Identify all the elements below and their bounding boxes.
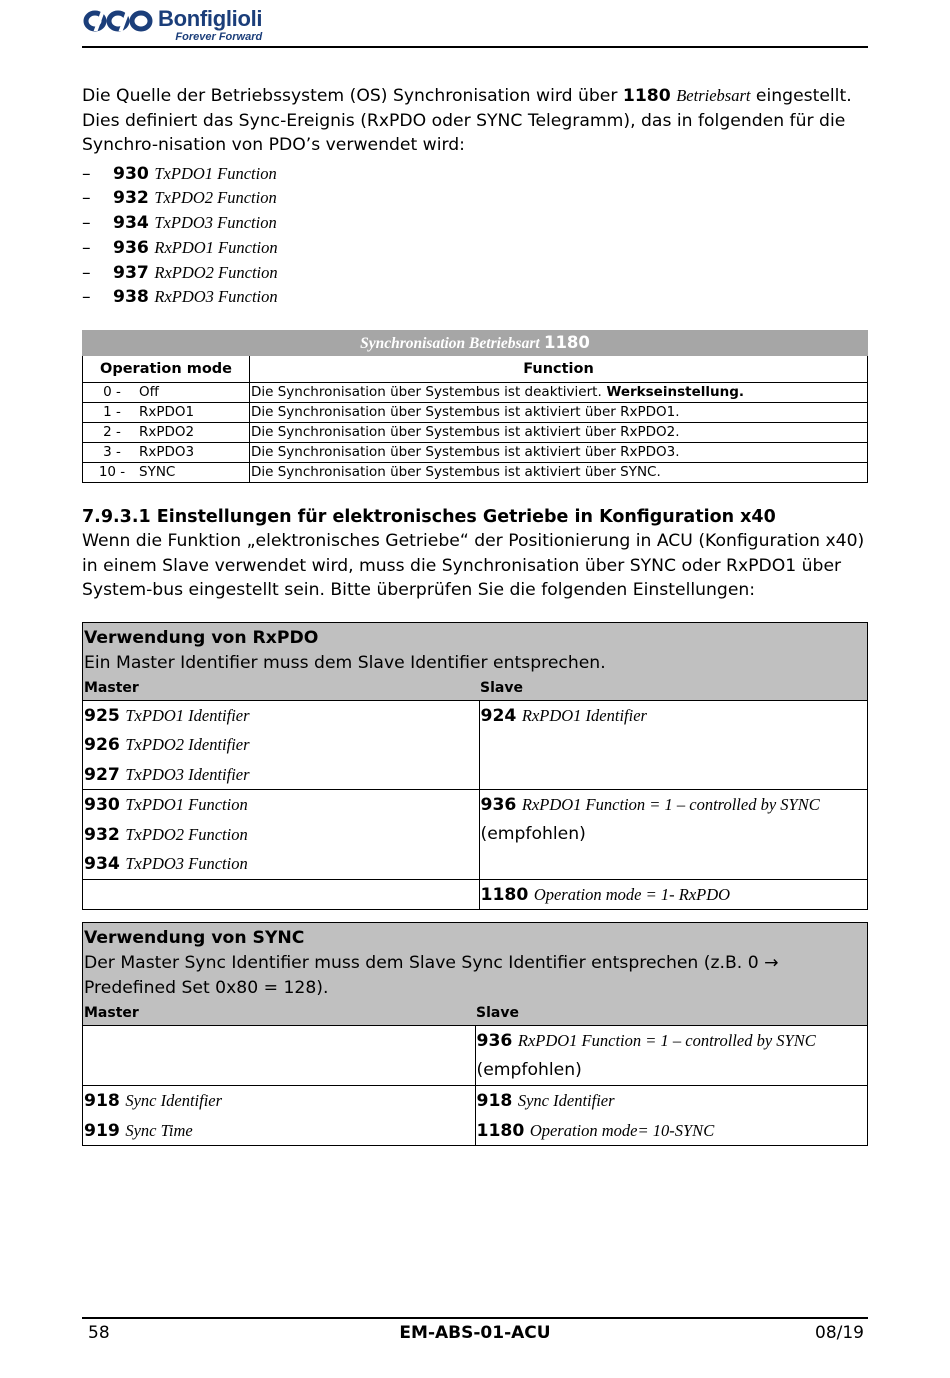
rxpdo-table <box>82 622 868 911</box>
bonfiglioli-logo <box>82 8 262 43</box>
list-item: – 930 TxPDO1 Function <box>82 163 277 184</box>
brand-name: Bonfiglioli <box>158 6 263 31</box>
list-item: – 934 TxPDO3 Function <box>82 213 277 234</box>
table-row: 2 - RxPDO2 Die Synchronisation über Systembus ist aktiviert über RxPDO2. <box>83 423 868 443</box>
brand-tagline: Forever Forward <box>175 31 263 43</box>
column-header-operation-mode: Operation mode <box>83 356 250 383</box>
document-id: EM-ABS-01-ACU <box>399 1323 551 1343</box>
table-row: 1 - RxPDO1 Die Synchronisation über Systembus ist aktiviert über RxPDO1. <box>83 403 868 423</box>
sync-table-title: Verwendung von SYNC <box>84 928 305 949</box>
page-header <box>82 8 868 48</box>
list-item: – 938 RxPDO3 Function <box>82 287 278 308</box>
list-item: – 936 RxPDO1 Function <box>82 237 278 258</box>
column-header-slave: Slave <box>475 1001 868 1026</box>
rxpdo-table-title: Verwendung von RxPDO <box>84 627 319 648</box>
page-footer <box>82 1317 868 1349</box>
table-title: Synchronisation Betriebsart 1180 <box>83 331 868 356</box>
bonfiglioli-logo-icon <box>82 8 154 34</box>
table-row: 0 - Off Die Synchronisation über Systembus ist deaktiviert. Werkseinstellung. <box>83 383 868 403</box>
table-row: 918 Sync Identifier 919 Sync Time 918 Sync Identifier 1180 Operation mode= 10-SYNC <box>83 1086 868 1146</box>
table-row: 3 - RxPDO3 Die Synchronisation über Systembus ist aktiviert über RxPDO3. <box>83 443 868 463</box>
intro-paragraph: Die Quelle der Betriebssystem (OS) Synchronisation wird über 1180 Betriebsart eingestellt. Dies definiert das Sync-Ereignis (RxPDO oder SYNC Telegramm), das in folgenden für die Synchro-nisation von PDO’s verwendet wird: <box>82 86 852 155</box>
sync-usage-table <box>82 922 868 1146</box>
column-header-master: Master <box>83 1001 476 1026</box>
param-name: Betriebsart <box>676 86 751 105</box>
document-date: 08/19 <box>815 1323 864 1343</box>
section-paragraph: Wenn die Funktion „elektronisches Getriebe“ der Positionierung in ACU (Konfiguration x40) in einem Slave verwendet wird, muss die Synchronisation über SYNC oder RxPDO1 über System-bus eingestellt sein. Bitte überprüfen Sie die folgenden Einstellungen: <box>82 531 865 601</box>
page-number: 58 <box>88 1323 110 1343</box>
column-header-master: Master <box>83 676 480 701</box>
list-item: – 932 TxPDO2 Function <box>82 188 277 209</box>
section-heading: 7.9.3.1 Einstellungen für elektronisches Getriebe in Konfiguration x40 <box>82 507 776 528</box>
column-header-function: Function <box>250 356 868 383</box>
sync-table-subtitle: Der Master Sync Identifier muss dem Slave Sync Identifier entsprechen (z.B. 0 → Predefined Set 0x80 = 128). <box>84 953 779 999</box>
column-header-slave: Slave <box>479 676 868 701</box>
list-item: – 937 RxPDO2 Function <box>82 262 278 283</box>
parameter-list <box>82 162 868 311</box>
table-row: 1180 Operation mode = 1- RxPDO <box>83 879 868 910</box>
table-row: 930 TxPDO1 Function 932 TxPDO2 Function 934 TxPDO3 Function 936 RxPDO1 Function = 1 – controlled by SYNC (empfohlen) <box>83 790 868 880</box>
page-content <box>82 84 868 1146</box>
sync-mode-table <box>82 330 868 483</box>
table-row: 10 - SYNC Die Synchronisation über Systembus ist aktiviert über SYNC. <box>83 463 868 483</box>
rxpdo-table-subtitle: Ein Master Identifier muss dem Slave Identifier entsprechen. <box>84 652 606 673</box>
table-row: 925 TxPDO1 Identifier 926 TxPDO2 Identifier 927 TxPDO3 Identifier 924 RxPDO1 Identifier <box>83 700 868 790</box>
param-number: 1180 <box>622 86 671 106</box>
table-row: 936 RxPDO1 Function = 1 – controlled by SYNC (empfohlen) <box>83 1026 868 1086</box>
